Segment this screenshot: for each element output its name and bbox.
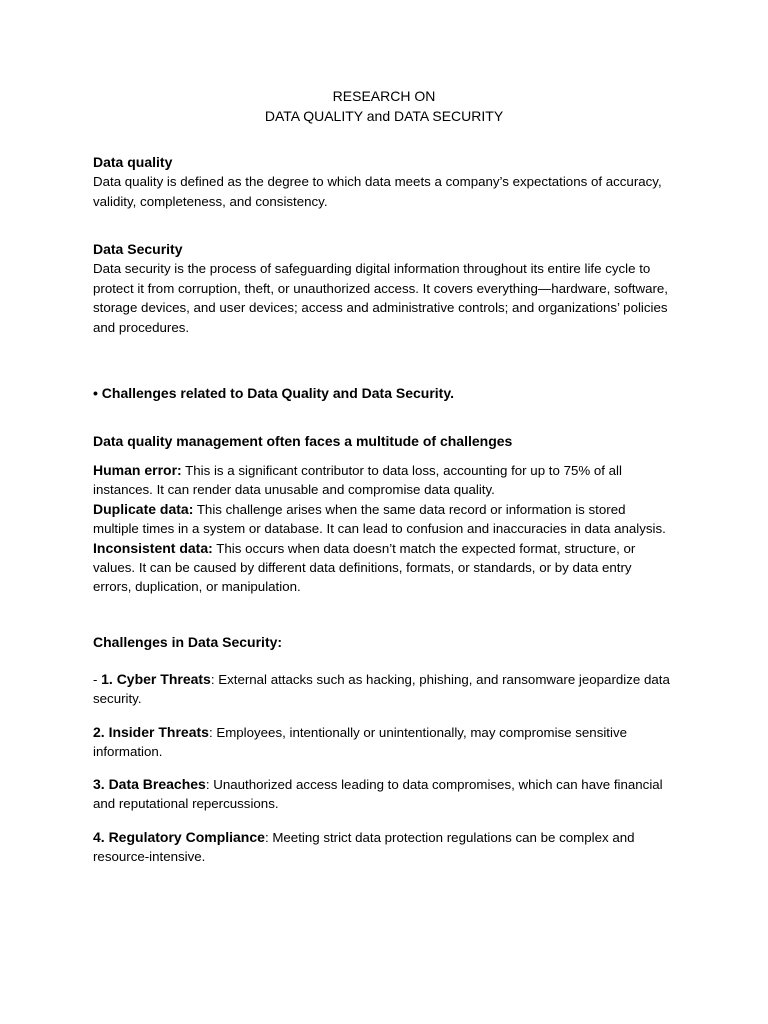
challenges-bullet-heading: • Challenges related to Data Quality and Data Security. xyxy=(93,385,454,401)
item-text: : Unauthorized access leading to data compromises, which can have financial and reputational repercussions. xyxy=(93,777,663,812)
list-item xyxy=(93,461,673,500)
dq-management-heading: Data quality management often faces a multitude of challenges xyxy=(93,433,513,449)
title-line-1: RESEARCH ON xyxy=(332,88,436,104)
item-text: This occurs when data doesn’t match the expected format, structure, or values. It can be caused by different data definitions, formats, or standards, or by data entry errors, duplication, or manipulation. xyxy=(93,540,636,595)
security-challenges-section xyxy=(93,633,673,652)
list-item xyxy=(93,539,673,597)
list-item xyxy=(93,670,673,709)
item-term: Duplicate data: xyxy=(93,500,194,517)
list-item xyxy=(93,500,673,539)
dq-management-section xyxy=(93,432,673,451)
challenges-bullet-section xyxy=(93,384,673,403)
dq-challenges-list xyxy=(93,461,673,597)
data-quality-heading: Data quality xyxy=(93,154,173,170)
item-text: This challenge arises when the same data record or information is stored multiple times in a system or database. It can lead to confusion and inaccuracies in data analysis. xyxy=(93,501,666,537)
item-prefix: - xyxy=(93,672,102,687)
data-security-body: Data security is the process of safeguarding digital information throughout its entire life cycle to protect it from corruption, theft, or unauthorized access. It covers everything—hardware, software, storage devices, and user devices; access and administrative controls; and organizations’ policies and procedures. xyxy=(93,261,668,335)
title-line-2: DATA QUALITY and DATA SECURITY xyxy=(264,108,504,124)
document-title xyxy=(0,86,768,126)
security-item-2 xyxy=(93,723,673,762)
item-term: 1. Cyber Threats xyxy=(101,671,211,687)
security-item-1 xyxy=(93,670,673,709)
item-term: 3. Data Breaches xyxy=(93,776,206,792)
data-security-section xyxy=(93,240,673,337)
data-security-heading: Data Security xyxy=(93,241,183,257)
list-item xyxy=(93,723,673,762)
item-text: This is a significant contributor to data loss, accounting for up to 75% of all instances. It can render data unusable and compromise data quality. xyxy=(93,463,622,498)
data-quality-body: Data quality is defined as the degree to which data meets a company’s expectations of accuracy, validity, completeness, and consistency. xyxy=(93,174,662,209)
item-term: Human error: xyxy=(93,462,182,478)
item-term: 4. Regulatory Compliance xyxy=(93,829,265,845)
list-item xyxy=(93,775,673,814)
item-term: Inconsistent data: xyxy=(93,539,213,556)
list-item xyxy=(93,828,673,867)
item-text: : External attacks such as hacking, phishing, and ransomware jeopardize data security. xyxy=(93,672,670,707)
data-quality-section xyxy=(93,153,673,211)
item-text: : Employees, intentionally or unintentionally, may compromise sensitive information. xyxy=(93,725,627,760)
security-item-3 xyxy=(93,775,673,814)
security-item-4 xyxy=(93,828,673,867)
item-text: : Meeting strict data protection regulations can be complex and resource-intensive. xyxy=(93,830,635,865)
security-challenges-heading: Challenges in Data Security: xyxy=(93,634,283,650)
item-term: 2. Insider Threats xyxy=(93,724,209,740)
